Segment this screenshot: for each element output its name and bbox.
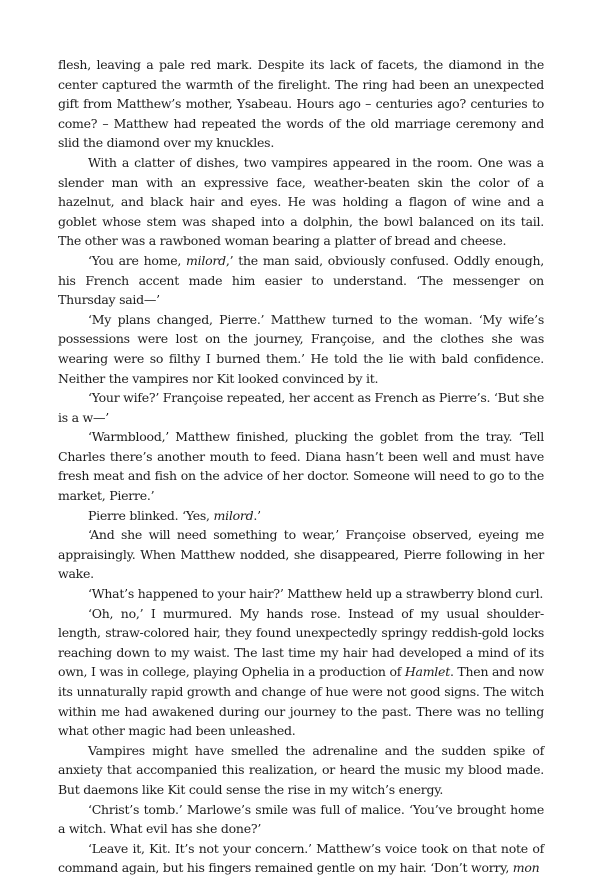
text-run: With a clatter of dishes, two vampires appeared in the room. One was a slender man with an expressive face, weather-beaten skin the color of a hazelnut, and black hair and eyes. He was holding a flagon of wine and a goblet whose stem was shaped into a dolphin, the bowl balanced on its tail. The other was a rawboned woman bearing a platter of bread and cheese.: [58, 154, 544, 249]
paragraph: [58, 251, 544, 310]
paragraph: [58, 153, 544, 251]
paragraph: [58, 310, 544, 388]
text-run: . Then and now its unnaturally rapid growth and change of hue were not good signs. The witch within me had awakened during our journey to the past. There was no telling what other magic had been unleashed.: [58, 664, 544, 739]
paragraph: [58, 584, 544, 604]
text-run: Vampires might have smelled the adrenaline and the sudden spike of anxiety that accompanied this realization, or heard the music my blood made. But daemons like Kit could sense the rise in my witch’s energy.: [58, 742, 544, 797]
paragraph: [58, 839, 544, 878]
text-run: flesh, leaving a pale red mark. Despite its lack of facets, the diamond in the center captured the warmth of the firelight. The ring had been an unexpected gift from Matthew’s mother, Ysabeau. Hours ago – centuries ago? centuries to come? – Matthew had repeated the words of the old marriage ceremony and slid the diamond over my knuckles.: [58, 57, 544, 151]
text-run: ‘You are home,: [88, 252, 187, 268]
text-run: ,’ the man said, obviously confused. Oddly enough, his French accent made him easier to understand. ‘The messenger on Thursday said—’: [58, 252, 545, 308]
paragraph: [58, 525, 544, 584]
text-run: ‘Leave it, Kit. It’s not your concern.’ Matthew’s voice took on that note of command again, but his fingers remained gentle on my hair. ‘Don’t worry,: [58, 840, 544, 876]
italic-text-run: milord: [186, 252, 226, 268]
text-run: ‘And she will need something to wear,’ Françoise observed, eyeing me appraisingly. When Matthew nodded, she disappeared, Pierre following in her wake.: [58, 527, 544, 582]
paragraph: [58, 741, 544, 800]
text-run: .’: [253, 507, 261, 523]
paragraph: [58, 604, 544, 741]
text-run: ‘What’s happened to your hair?’ Matthew held up a strawberry blond curl.: [88, 586, 544, 602]
text-run: ‘Warmblood,’ Matthew finished, plucking the goblet from the tray. ‘Tell Charles there’s another mouth to feed. Diana hasn’t been well and must have fresh meat and fish on the advice of her doctor. Someone will need to go to the market, Pierre.’: [58, 429, 544, 504]
paragraph: [58, 506, 544, 526]
italic-text-run: Hamlet: [404, 664, 450, 680]
text-run: ‘Your wife?’ Françoise repeated, her accent as French as Pierre’s. ‘But she is a w—’: [58, 390, 544, 425]
text-run: ‘Christ’s tomb.’ Marlowe’s smile was full of malice. ‘You’ve brought home a witch. What evil has she done?’: [58, 801, 544, 837]
text-run: ‘My plans changed, Pierre.’ Matthew turned to the woman. ‘My wife’s possessions were lost on the journey, Françoise, and the clothes she was wearing were so filthy I burned them.’ He told the lie with bald confidence. Neither the vampires nor Kit looked convinced by it.: [58, 311, 544, 386]
italic-text-run: mon: [512, 860, 540, 876]
text-run: Pierre blinked. ‘Yes,: [88, 507, 214, 523]
text-run: ‘Oh, no,’ I murmured. My hands rose. Instead of my usual shoulder-length, straw-colored hair, they found unexpectedly springy reddish-gold locks reaching down to my waist. The last time my hair had developed a mind of its own, I was in college, playing Ophelia in a production of: [58, 605, 544, 680]
paragraph: [58, 55, 544, 153]
italic-text-run: milord: [213, 507, 254, 523]
paragraph: [58, 388, 544, 427]
page-text-body: [58, 55, 544, 878]
paragraph: [58, 427, 544, 505]
paragraph: [58, 800, 544, 839]
